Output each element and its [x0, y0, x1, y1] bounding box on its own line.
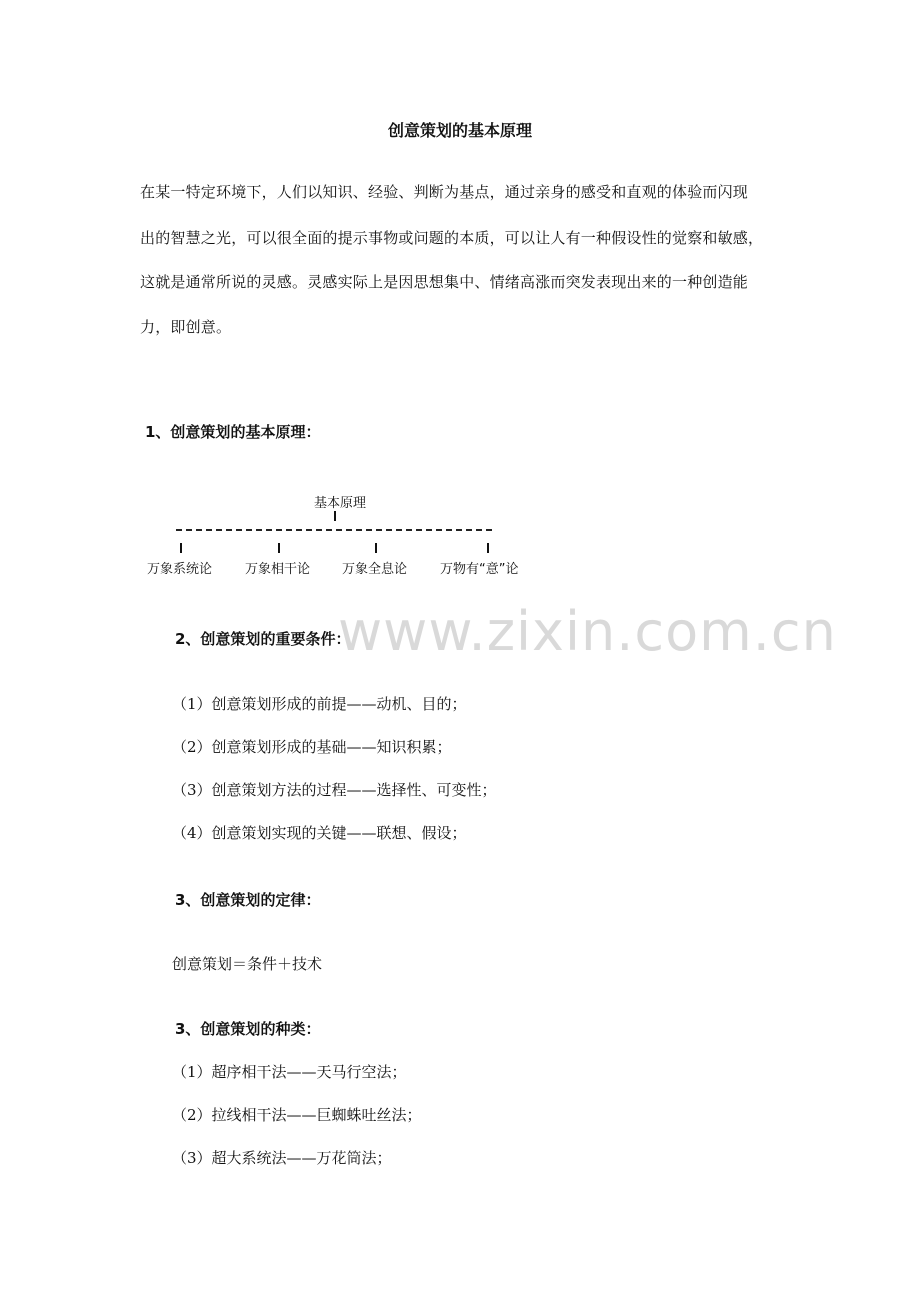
section1-heading: 1、创意策划的基本原理： — [145, 423, 321, 441]
diagram-connector-4 — [487, 543, 489, 553]
section3-heading: 3、创意策划的定律： — [175, 891, 321, 909]
diagram-root: 基本原理 — [314, 496, 367, 511]
condition-item-2: （2）创意策划形成的基础——知识积累； — [172, 738, 452, 756]
diagram-node-2: 万象相干论 — [245, 562, 311, 577]
intro-line-2: 出的智慧之光，可以很全面的提示事物或问题的本质，可以让人有一种假设性的觉察和敏感， — [140, 229, 764, 247]
diagram-node-3: 万象全息论 — [342, 562, 408, 577]
document-title: 创意策划的基本原理 — [387, 121, 532, 140]
diagram-node-1: 万象系统论 — [147, 562, 213, 577]
diagram-node-4: 万物有“意”论 — [440, 562, 519, 577]
type-item-1: （1）超序相干法——天马行空法； — [172, 1063, 407, 1081]
intro-line-4: 力，即创意。 — [140, 318, 232, 336]
diagram-branch-line — [176, 529, 492, 531]
section4-heading: 3、创意策划的种类： — [175, 1020, 321, 1038]
type-item-3: （3）超大系统法——万花筒法； — [172, 1149, 392, 1167]
section2-heading: 2、创意策划的重要条件： — [175, 630, 351, 648]
condition-item-4: （4）创意策划实现的关键——联想、假设； — [172, 824, 467, 842]
diagram-connector-1 — [180, 543, 182, 553]
intro-line-1: 在某一特定环境下，人们以知识、经验、判断为基点，通过亲身的感受和直观的体验而闪现 — [140, 183, 749, 201]
watermark: www.zixin.com.cn — [338, 600, 837, 663]
diagram-connector-3 — [375, 543, 377, 553]
condition-item-1: （1）创意策划形成的前提——动机、目的； — [172, 695, 467, 713]
intro-line-3: 这就是通常所说的灵感。灵感实际上是因思想集中、情绪高涨而突发表现出来的一种创造能 — [140, 273, 749, 291]
type-item-2: （2）拉线相干法——巨蜘蛛吐丝法； — [172, 1106, 422, 1124]
condition-item-3: （3）创意策划方法的过程——选择性、可变性； — [172, 781, 497, 799]
diagram-root-connector — [334, 511, 336, 521]
diagram-connector-2 — [278, 543, 280, 553]
law-formula: 创意策划＝条件＋技术 — [172, 955, 323, 973]
